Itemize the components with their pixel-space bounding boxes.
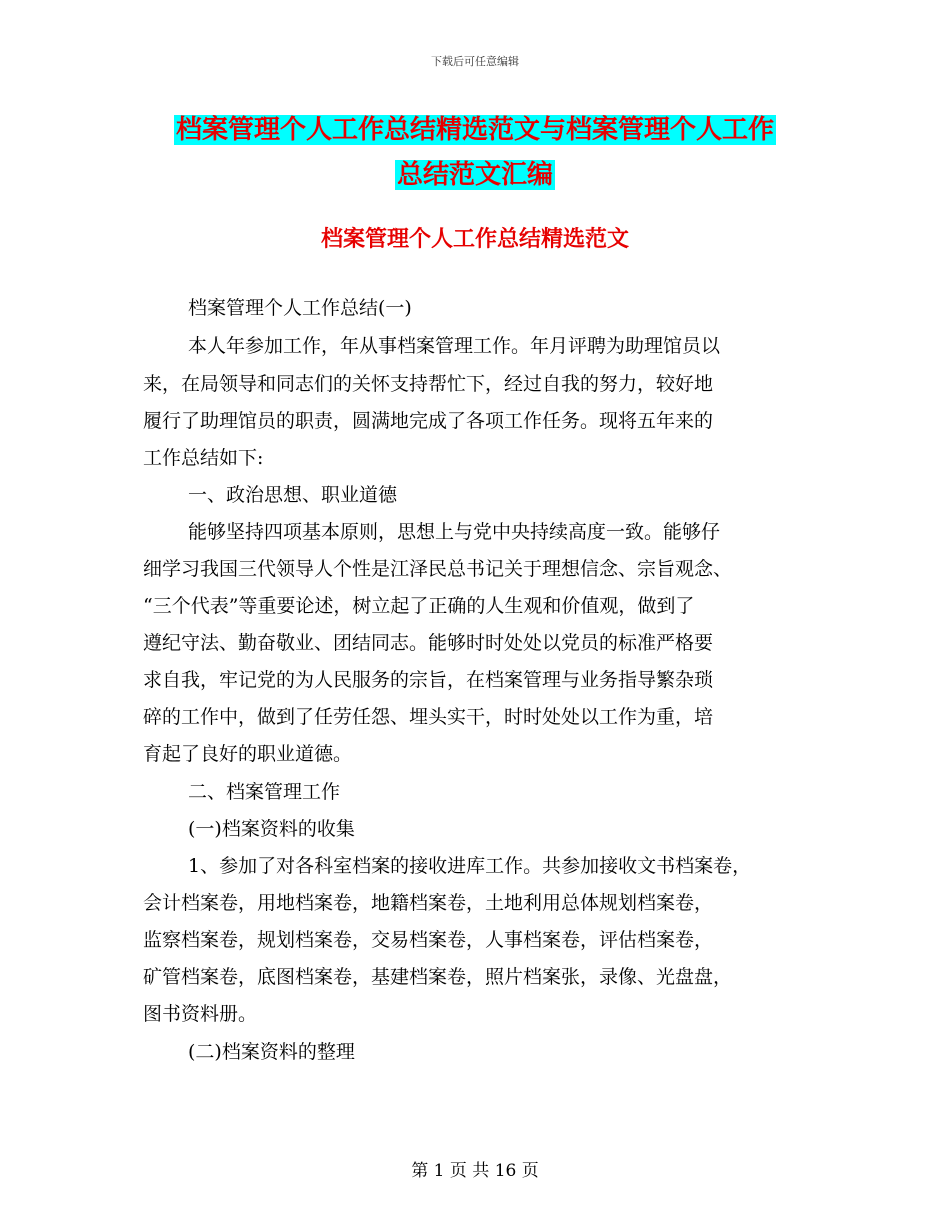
title-highlight-1: 档案管理个人工作总结精选范文与档案管理个人工作 — [175, 115, 774, 145]
text-line: 本人年参加工作，年从事档案管理工作。年月评聘为助理馆员以 — [188, 335, 721, 357]
text-line: 能够坚持四项基本原则，思想上与党中央持续高度一致。能够仔 — [188, 521, 721, 543]
text-line: 求自我，牢记党的为人民服务的宗旨，在档案管理与业务指导繁杂琐 — [143, 669, 714, 691]
paragraph-heading: 档案管理个人工作总结(一) — [188, 297, 412, 319]
text-line: “三个代表”等重要论述，树立起了正确的人生观和价值观，做到了 — [143, 595, 695, 617]
text-line: 来，在局领导和同志们的关怀支持帮忙下，经过自我的努力，较好地 — [143, 373, 714, 395]
text-line: 工作总结如下: — [143, 447, 264, 469]
header-note: 下载后可任意编辑 — [431, 55, 519, 68]
text-line: 矿管档案卷，底图档案卷，基建档案卷，照片档案张，录像、光盘盘， — [143, 966, 733, 988]
paragraph-heading: (二)档案资料的整理 — [188, 1041, 355, 1063]
paragraph-heading: 一、政治思想、职业道德 — [188, 484, 398, 506]
document-title-line-1 — [0, 112, 950, 148]
text-line: 履行了助理馆员的职责，圆满地完成了各项工作任务。现将五年来的 — [143, 410, 714, 432]
text-line: 图书资料册。 — [143, 1003, 258, 1025]
title-highlight-2: 总结范文汇编 — [396, 160, 553, 190]
text-line: 育起了良好的职业道德。 — [143, 743, 353, 765]
text-line: 1、参加了对各科室档案的接收进库工作。共参加接收文书档案卷， — [188, 855, 752, 877]
text-line: 遵纪守法、勤奋敬业、团结同志。能够时时处处以党员的标准严格要 — [143, 632, 714, 654]
text-line: 细学习我国三代领导人个性是江泽民总书记关于理想信念、宗旨观念、 — [143, 558, 733, 580]
text-line: 监察档案卷，规划档案卷，交易档案卷，人事档案卷，评估档案卷， — [143, 929, 714, 951]
paragraph-heading: 二、档案管理工作 — [188, 781, 341, 803]
text-line: 碎的工作中，做到了任劳任怨、埋头实干，时时处处以工作为重，培 — [143, 706, 714, 728]
text-line: 会计档案卷，用地档案卷，地籍档案卷，土地利用总体规划档案卷， — [143, 892, 714, 914]
document-title-line-2 — [0, 157, 950, 193]
page-number: 第 1 页 共 16 页 — [411, 1161, 539, 1181]
paragraph-heading: (一)档案资料的收集 — [188, 818, 355, 840]
section-heading: 档案管理个人工作总结精选范文 — [320, 227, 629, 252]
